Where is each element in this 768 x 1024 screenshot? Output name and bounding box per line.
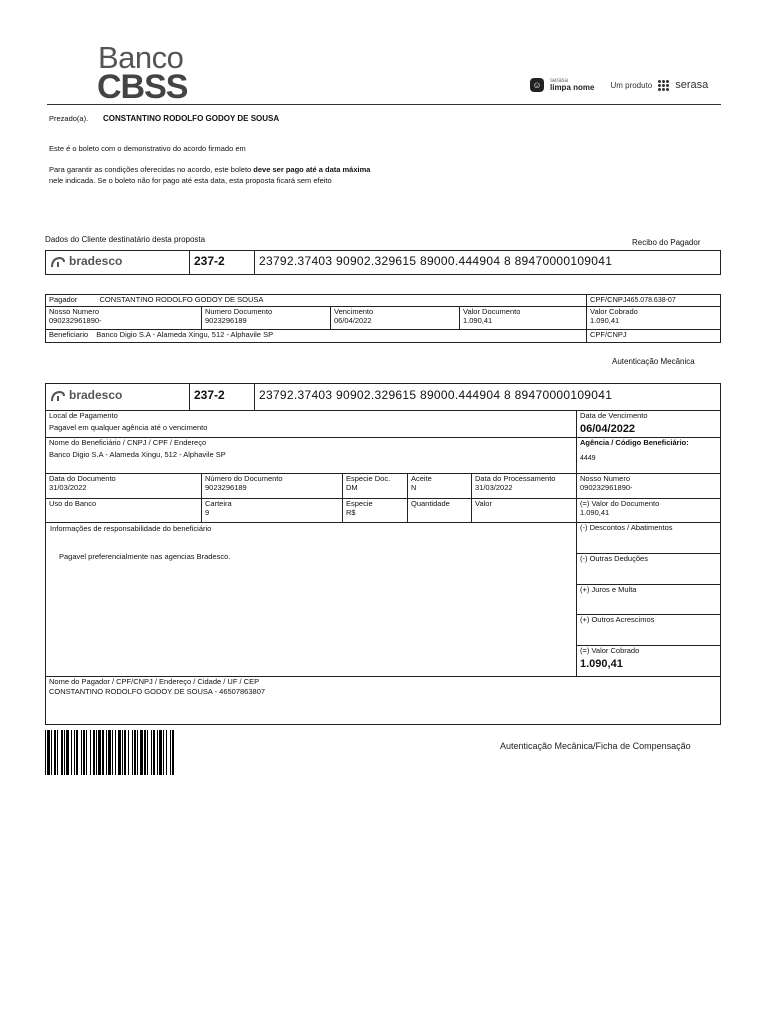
data-documento-cell: Data do Documento 31/03/2022: [46, 473, 201, 498]
letter-line-3: nele indicada. Se o boleto não for pago até esta data, esta proposta ficará sem efeito: [49, 176, 332, 185]
digitable-line: 23792.37403 90902.329615 89000.444904 8 89470000109041: [254, 251, 720, 274]
bank-logo-cell: [46, 251, 189, 274]
pagador-cell: Nome do Pagador / CPF/CNPJ / Endereço / Cidade / UF / CEP CONSTANTINO RODOLFO GODOY DE SOUSA - 46507863807: [46, 676, 720, 724]
bank-code: 237-2: [189, 251, 254, 274]
nosso-numero-cell: Nosso Numero 090232961890-: [46, 306, 201, 329]
partner-note: Um produto: [610, 80, 653, 90]
valor-documento-cell: Valor Documento 1.090,41: [459, 306, 586, 329]
receipt-section-title: Dados do Cliente destinatário desta proposta: [45, 235, 206, 244]
serasa-dots-icon: [658, 80, 669, 91]
beneficiario-row: Beneficiario Banco Digio S.A - Alameda Xingu, 512 - Alphavile SP: [46, 329, 586, 342]
bradesco-logo: bradesco: [50, 255, 185, 269]
customer-name: CONSTANTINO RODOLFO GODOY DE SOUSA: [103, 114, 280, 123]
numero-documento-cell: Numero Documento 9023296189: [201, 306, 330, 329]
bradesco-tree-icon: [50, 389, 66, 403]
juros-multa-cell: (+) Juros e Multa: [576, 584, 720, 614]
logo-cbss-text: CBSS: [97, 68, 188, 106]
barcode-bar: [174, 730, 176, 775]
nosso-numero-cell: Nosso Numero 090232961890-: [576, 473, 720, 498]
data-vencimento-cell: Data de Vencimento 06/04/2022: [576, 410, 720, 437]
aceite-cell: Aceite N: [407, 473, 471, 498]
slip-bank-code: 237-2: [189, 384, 254, 410]
slip-digitable-line: 23792.37403 90902.329615 89000.444904 8 89470000109041: [254, 384, 720, 410]
informacoes-cell: Informações de responsabilidade do beneficiário Pagavel preferencialmente nas agencias Bradesco.: [46, 522, 576, 676]
ficha-compensacao-label: Autenticação Mecânica/Ficha de Compensação: [500, 741, 691, 751]
agencia-cell: Agência / Código Beneficiário: 4449: [576, 437, 720, 473]
serasa-brand: serasa: [675, 79, 709, 91]
receipt-table: [45, 294, 721, 343]
slip-bank-logo-cell: [46, 384, 189, 410]
receipt-bank-header: [45, 250, 721, 275]
slip-bradesco-logo: bradesco: [50, 389, 185, 403]
logo-banco-text: Banco: [98, 40, 184, 75]
serasa-partner-badge: [530, 74, 708, 96]
valor-cobrado-cell: Valor Cobrado 1.090,41: [586, 306, 720, 329]
bradesco-tree-icon: [50, 255, 66, 269]
outras-deducoes-cell: (-) Outras Deduções: [576, 553, 720, 584]
especie-cell: Especie R$: [342, 498, 407, 522]
letter-line-1: Este é o boleto com o demonstrativo do acordo firmado em: [49, 144, 246, 153]
outros-acrescimos-cell: (+) Outros Acrescimos: [576, 614, 720, 645]
info-text: Pagavel preferencialmente nas agencias Bradesco.: [59, 551, 231, 561]
local-pagamento-cell: Local de Pagamento Pagavel em qualquer agência até o vencimento: [46, 410, 576, 437]
valor-cobrado-cell: (=) Valor Cobrado 1.090,41: [576, 645, 720, 676]
autenticacao-mecanica: Autenticação Mecânica: [612, 357, 695, 366]
especie-doc-cell: Especie Doc. DM: [342, 473, 407, 498]
beneficiario-cpf: CPF/CNPJ: [586, 329, 720, 342]
header-divider: [47, 104, 721, 105]
limpa-nome-logo: serasa limpa nome: [550, 78, 595, 92]
beneficiario-cell: Nome do Beneficiário / CNPJ / CPF / Endereço Banco Digio S.A - Alameda Xingu, 512 - Alphavile SP: [46, 437, 576, 473]
smile-icon: ☺: [530, 78, 544, 92]
quantidade-cell: Quantidade: [407, 498, 471, 522]
carteira-cell: Carteira 9: [201, 498, 342, 522]
numero-documento-cell: Número do Documento 9023296189: [201, 473, 342, 498]
payment-slip: [45, 383, 721, 725]
valor-documento-cell: (=) Valor do Documento 1.090,41: [576, 498, 720, 522]
vencimento-cell: Vencimento 06/04/2022: [330, 306, 459, 329]
letter-line-2: Para garantir as condições oferecidas no acordo, este boleto deve ser pago até a data máxima: [49, 165, 371, 174]
payer-cpf: CPF/CNPJ465.078.638-07: [586, 295, 720, 306]
uso-banco-cell: Uso do Banco: [46, 498, 201, 522]
barcode: [45, 730, 307, 775]
valor-cell: Valor: [471, 498, 576, 522]
payer-row: Pagador CONSTANTINO RODOLFO GODOY DE SOUSA: [49, 295, 264, 304]
receipt-title: Recibo do Pagador: [632, 238, 701, 247]
data-processamento-cell: Data do Processamento 31/03/2022: [471, 473, 576, 498]
greeting-label: Prezado(a).: [49, 114, 89, 123]
descontos-cell: (-) Descontos / Abatimentos: [576, 522, 720, 553]
